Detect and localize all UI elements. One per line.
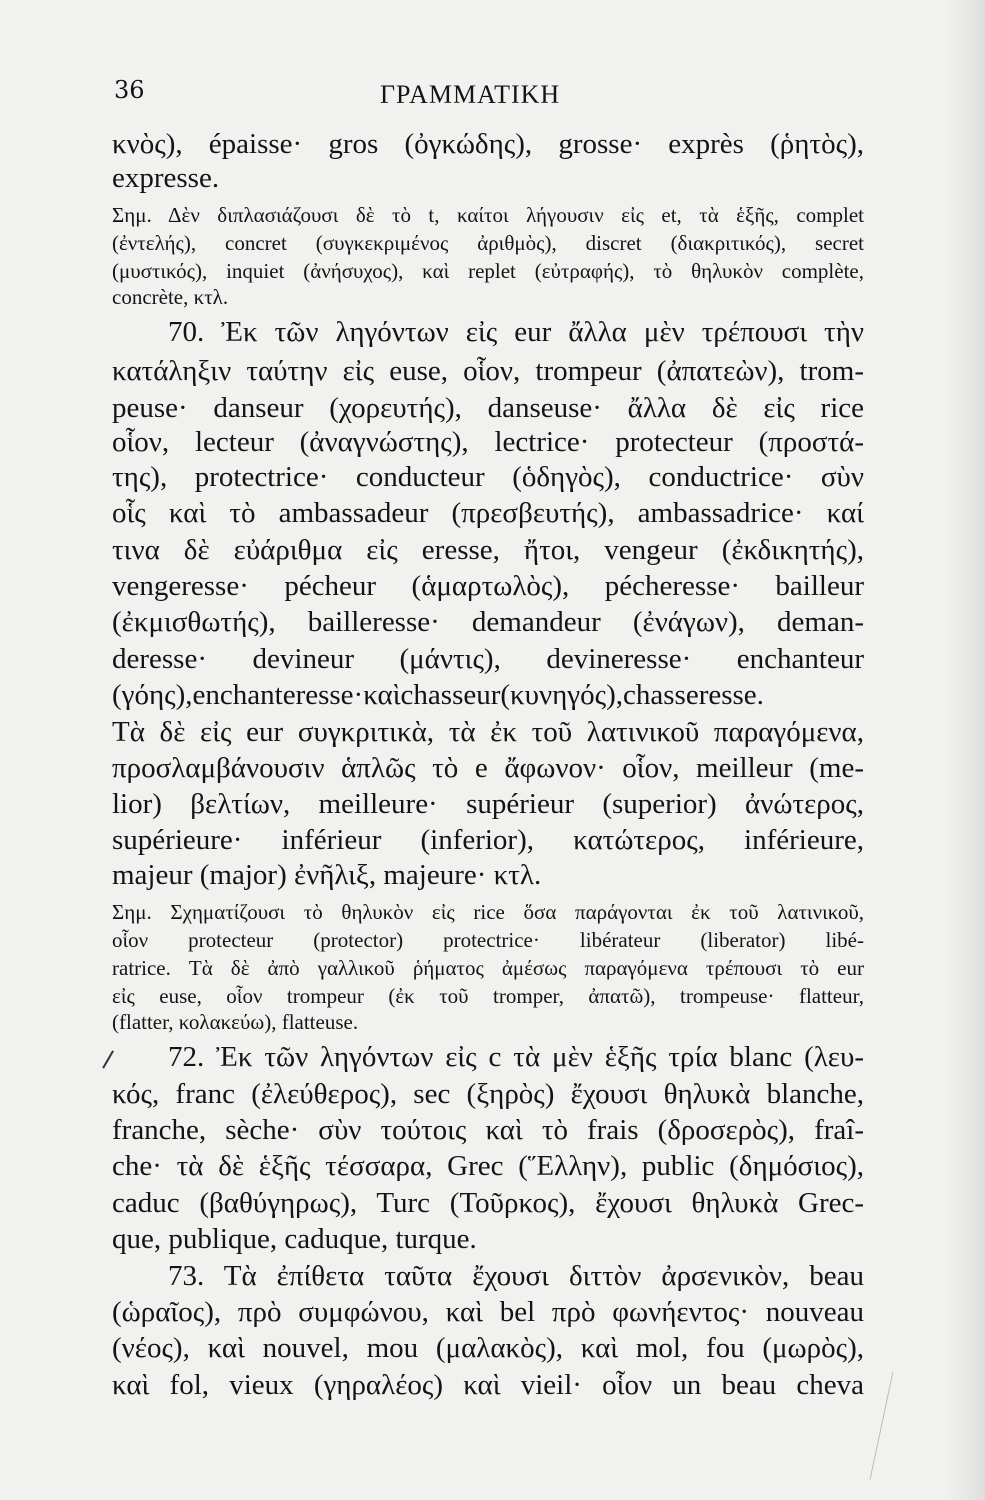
text-line: της), protectrice· conducteur (ὁδηγὸς), conductrice· σὺν bbox=[112, 461, 864, 493]
text-line: κατάληξιν ταύτην εἰς euse, οἷον, trompeur (ἀπατεὼν), trom- bbox=[112, 355, 864, 387]
text-line: (ἐκμισθωτής), bailleresse· demandeur (ἐνάγων), deman- bbox=[112, 606, 864, 638]
text-line: franche, sèche· σὺν τούτοις καὶ τὸ frais (δροσερὸς), fraî- bbox=[112, 1114, 864, 1146]
running-title: ΓΡΑΜΜΑΤΙΚΗ bbox=[380, 80, 561, 109]
text-line: Τὰ δὲ εἰς eur συγκριτικὰ, τὰ ἐκ τοῦ λατινικοῦ παραγόμενα, bbox=[112, 716, 864, 748]
note-line: εἰς euse, οἷον trompeur (ἐκ τοῦ tromper, ἀπατῶ), trompeuse· flatteur, bbox=[112, 984, 864, 1008]
note-line: οἷον protecteur (protector) protectrice· libérateur (liberator) libé- bbox=[112, 928, 864, 952]
page-edge-shadow bbox=[945, 0, 985, 1500]
text-line: τινα δὲ εὐάριθμα εἰς eresse, ἤτοι, vengeur (ἐκδικητής), bbox=[112, 534, 864, 566]
text-line: deresse· devineur (μάντις), devineresse· enchanteur bbox=[112, 643, 864, 675]
section-heading-line: 73. Τὰ ἐπίθετα ταῦτα ἔχουσι διττὸν ἀρσενικὸν, beau bbox=[168, 1260, 864, 1292]
note-line: (flatter, κολακεύω), flatteuse. bbox=[112, 1010, 359, 1034]
text-line: (νέος), καὶ nouvel, mou (μαλακὸς), καὶ mol, fou (μωρὸς), bbox=[112, 1332, 864, 1364]
text-line: lior) βελτίων, meilleure· supérieur (superior) ἀνώτερος, bbox=[112, 788, 864, 820]
text-line: (ὡραῖος), πρὸ συμφώνου, καὶ bel πρὸ φωνήεντος· nouveau bbox=[112, 1296, 864, 1328]
text-line: κός, franc (ἐλεύθερος), sec (ξηρὸς) ἔχουσι θηλυκὰ blanche, bbox=[112, 1078, 864, 1110]
section-heading-line: 70. Ἐκ τῶν ληγόντων εἰς eur ἄλλα μὲν τρέπουσι τὴν bbox=[168, 316, 864, 348]
text-line: προσλαμβάνουσιν ἁπλῶς τὸ e ἄφωνον· οἷον, meilleur (me- bbox=[112, 752, 864, 784]
text-line: peuse· danseur (χορευτής), danseuse· ἄλλα δὲ εἰς rice bbox=[112, 392, 864, 424]
note-line: Σημ. Δὲν διπλασιάζουσι δὲ τὸ t, καίτοι λήγουσιν εἰς et, τὰ ἑξῆς, complet bbox=[112, 203, 864, 227]
text-line: οἷς καὶ τὸ ambassadeur (πρεσβευτής), ambassadrice· καί bbox=[112, 497, 864, 529]
note-line: concrète, κτλ. bbox=[112, 285, 229, 309]
text-line: majeur (major) ἐνῆλιξ, majeure· κτλ. bbox=[112, 859, 542, 891]
section-heading-line: 72. Ἐκ τῶν ληγόντων εἰς c τὰ μὲν ἑξῆς τρία blanc (λευ- bbox=[168, 1041, 864, 1073]
page-number: 36 bbox=[114, 76, 145, 104]
text-line: supérieure· inférieur (inferior), κατώτερος, inférieure, bbox=[112, 824, 864, 856]
text-line: che· τὰ δὲ ἑξῆς τέσσαρα, Grec (Ἕλλην), public (δημόσιος), bbox=[112, 1150, 864, 1182]
text-line: καὶ fol, vieux (γηραλέος) καὶ vieil· οἷον un beau cheva bbox=[112, 1369, 864, 1401]
text-line: vengeresse· pécheur (ἁμαρτωλὸς), pécheresse· bailleur bbox=[112, 570, 864, 602]
note-line: Σημ. Σχηματίζουσι τὸ θηλυκὸν εἰς rice ὅσα παράγονται ἐκ τοῦ λατινικοῦ, bbox=[112, 900, 864, 924]
note-line: ratrice. Τὰ δὲ ἀπὸ γαλλικοῦ ῥήματος ἀμέσως παραγόμενα τρέπουσι τὸ eur bbox=[112, 956, 864, 980]
pencil-check-mark bbox=[90, 1043, 114, 1068]
text-line: expresse. bbox=[112, 162, 220, 194]
text-line: que, publique, caduque, turque. bbox=[112, 1223, 477, 1255]
note-line: (μυστικός), inquiet (ἀνήσυχος), καὶ replet (εὐτραφής), τὸ θηλυκὸν complète, bbox=[112, 259, 864, 283]
text-line: caduc (βαθύγηρως), Turc (Τοῦρκος), ἔχουσι θηλυκὰ Grec- bbox=[112, 1187, 864, 1219]
text-line: (γόης),enchanteresse·καὶchasseur(κυνηγός),chasseresse. bbox=[112, 679, 764, 711]
text-line: κνὸς), épaisse· gros (ὀγκώδης), grosse· exprès (ῥητὸς), bbox=[112, 128, 864, 160]
note-line: (ἐντελής), concret (συγκεκριμένος ἀριθμὸς), discret (διακριτικός), secret bbox=[112, 231, 864, 255]
text-line: οἷον, lecteur (ἀναγνώστης), lectrice· protecteur (προστά- bbox=[112, 426, 864, 458]
